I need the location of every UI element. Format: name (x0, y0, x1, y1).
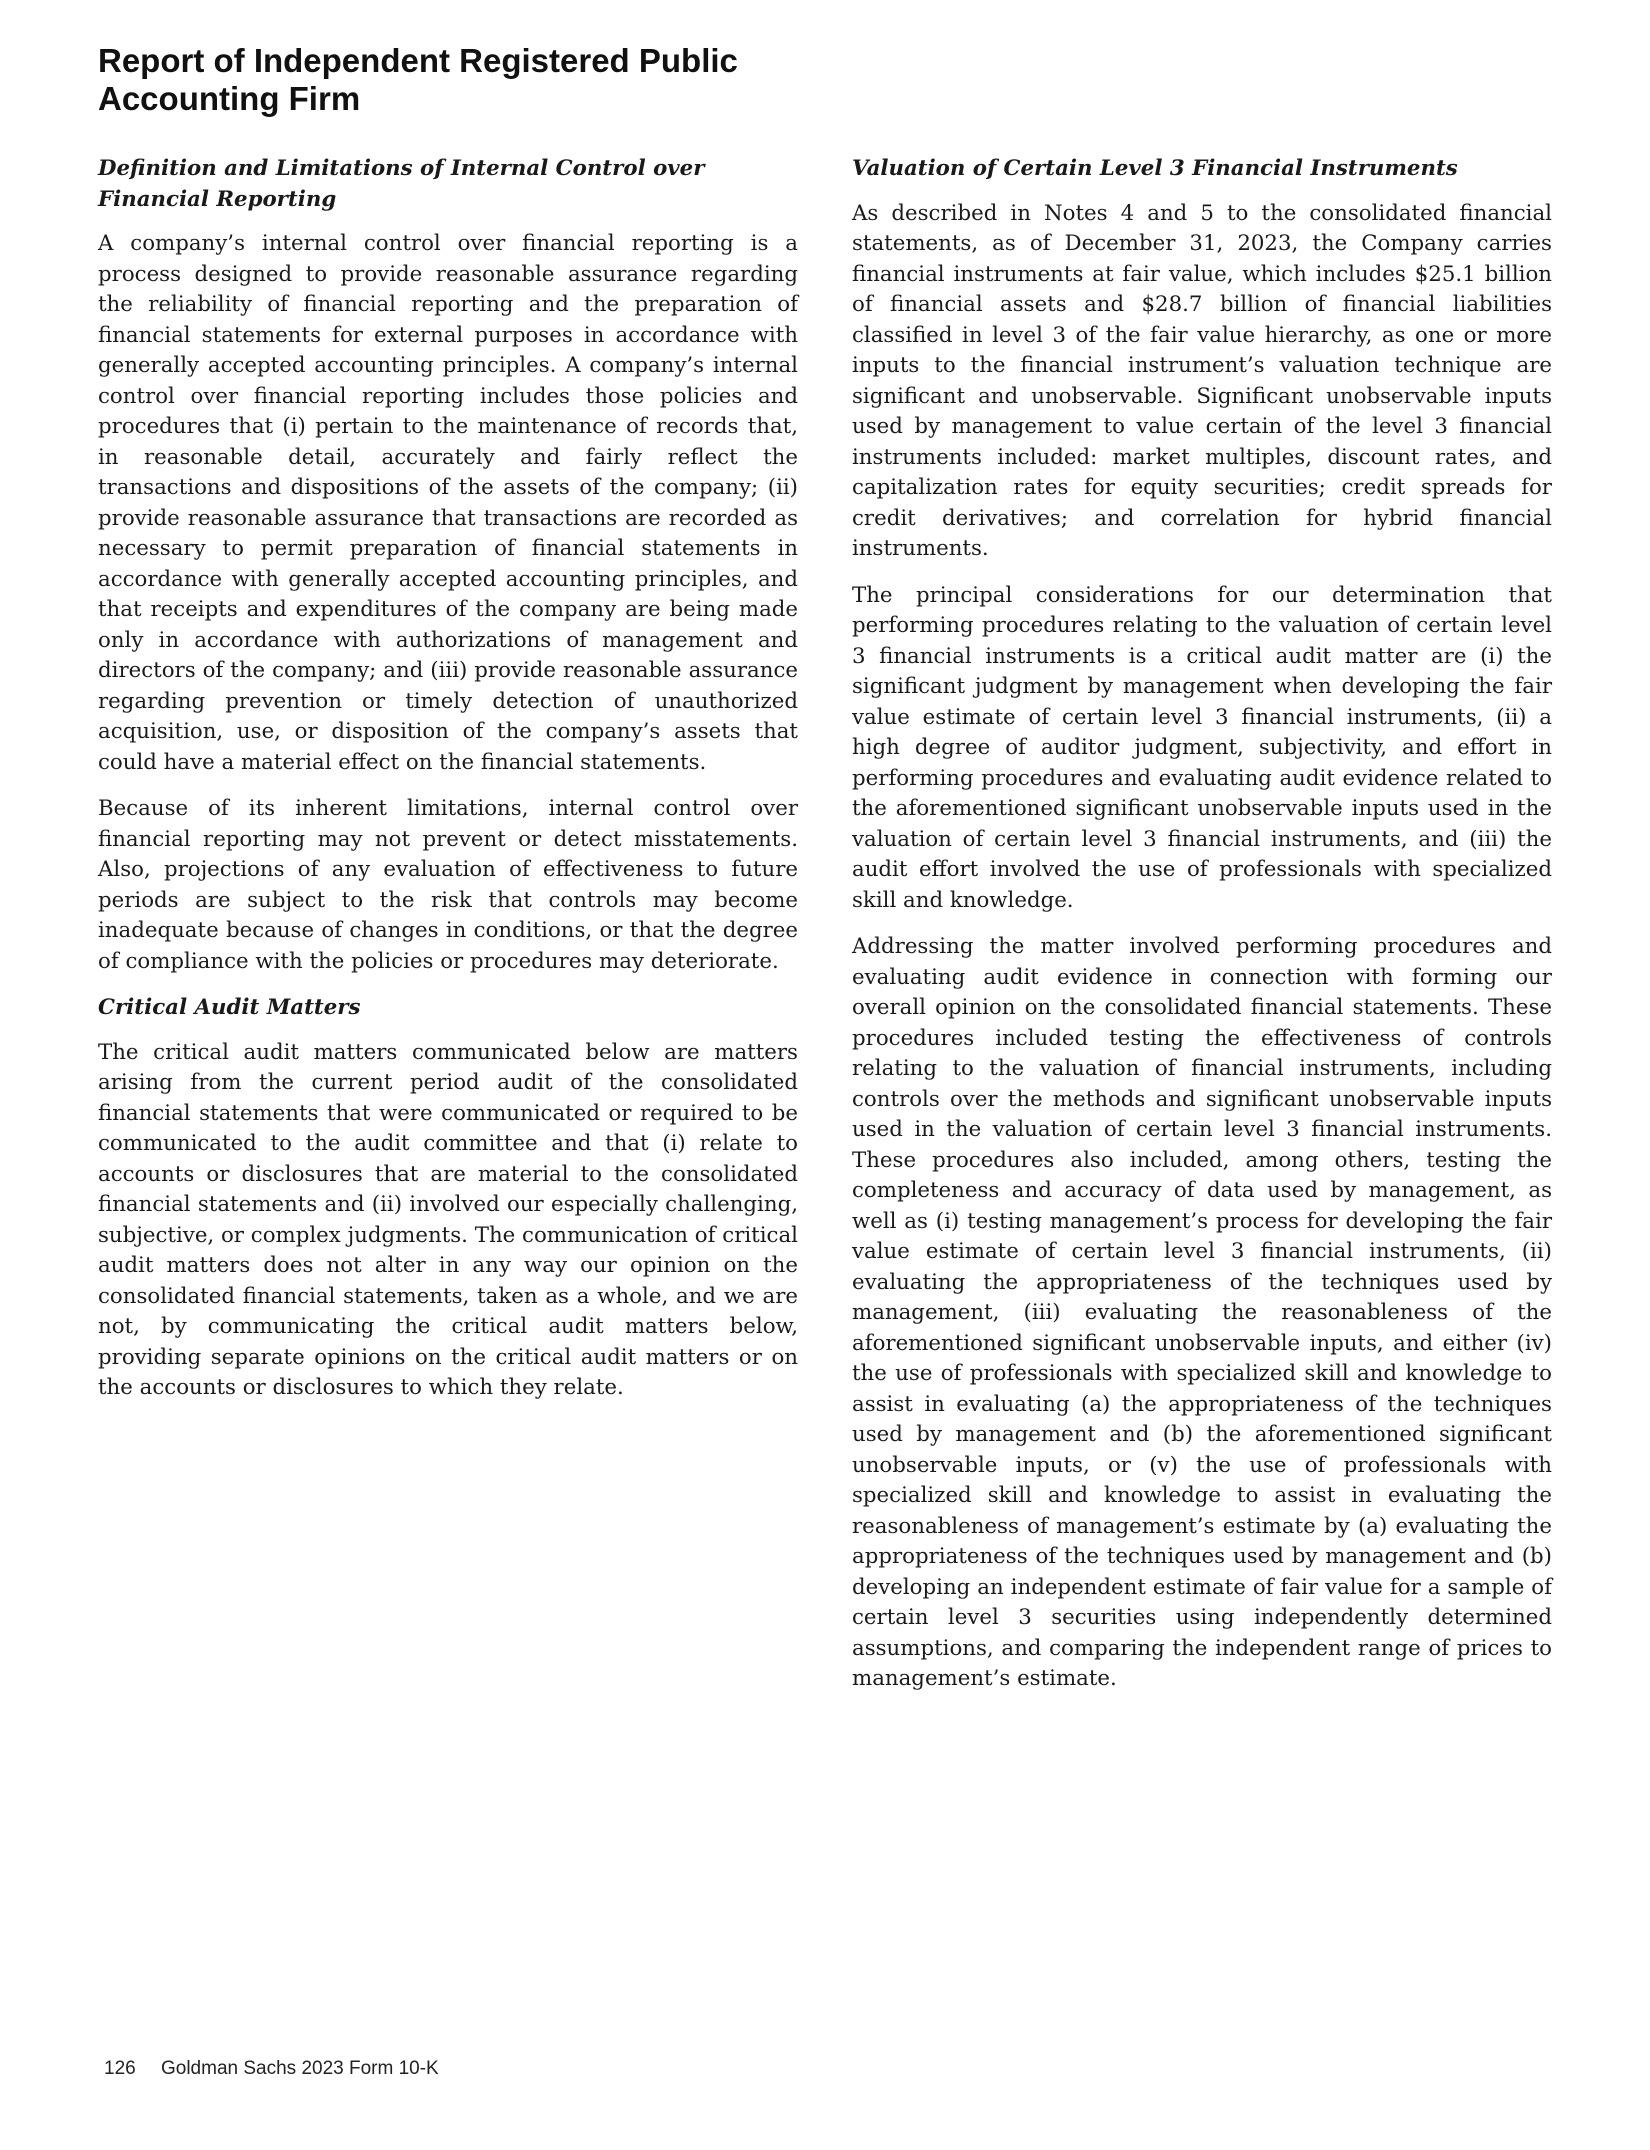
paragraph-critical-audit-matters: The critical audit matters communicated below are matters arising from the current period audit of the consolidated financial statements that were communicated or required to be communicated to the audit committee and that (i) relate to accounts or disclosures that are material to the consolidated financial statements and (ii) involved our especially challenging, subjective, or complex judgments. The communication of critical audit matters does not alter in any way our opinion on the consolidated financial statements, taken as a whole, and we are not, by communicating the critical audit matters below, providing separate opinions on the critical audit matters or on the accounts or disclosures to which they relate. (98, 1039, 798, 1400)
paragraph-addressing-the-matter: Addressing the matter involved performing procedures and evaluating audit evidence in connection with forming our overall opinion on the consolidated financial statements. These procedures included testing the effectiveness of controls relating to the valuation of financial instruments, including controls over the methods and significant unobservable inputs used in the valuation of certain level 3 financial instruments. These procedures also included, among others, testing the completeness and accuracy of data used by management, as well as (i) testing management’s process for developing the fair value estimate of certain level 3 financial instruments, (ii) evaluating the appropriateness of the techniques used by management, (iii) evaluating the reasonableness of the aforementioned significant unobservable inputs, and either (iv) the use of professionals with specialized skill and knowledge to assist in evaluating (a) the appropriateness of the techniques used by management and (b) the aforementioned significant unobservable inputs, or (v) the use of professionals with specialized skill and knowledge to assist in evaluating the reasonableness of management’s estimate by (a) evaluating the appropriateness of the techniques used by management and (b) developing an independent estimate of fair value for a sample of certain level 3 securities using independently determined assumptions, and comparing the independent range of prices to management’s estimate. (852, 934, 1552, 1691)
page-footer (104, 2058, 439, 2080)
section-heading-critical-audit-matters: Critical Audit Matters (98, 995, 361, 1020)
paragraph-level3-description: As described in Notes 4 and 5 to the consolidated financial statements, as of December 31, 2023, the Company carries financial instruments at fair value, which includes $25.1 billion of financial assets and $28.7 billion of financial liabilities classified in level 3 of the fair value hierarchy, as one or more inputs to the financial instrument’s valuation technique are significant and unobservable. Significant unobservable inputs used by management to value certain of the level 3 financial instruments included: market multiples, discount rates, and capitalization rates for equity securities; credit spreads for credit derivatives; and correlation for hybrid financial instruments. (852, 200, 1552, 561)
right-column (852, 154, 1552, 1695)
paragraph-inherent-limitations: Because of its inherent limitations, internal control over financial reporting may not prevent or detect misstatements. Also, projections of any evaluation of effectiveness to future periods are subject to the risk that controls may become inadequate because of changes in conditions, or that the degree of compliance with the policies or procedures may deteriorate. (98, 796, 798, 974)
left-column (98, 154, 798, 1404)
section-heading-level3-valuation: Valuation of Certain Level 3 Financial Instruments (852, 156, 1458, 181)
page-number: 126 (104, 2058, 136, 2079)
section-heading-internal-control: Definition and Limitations of Internal Control over Financial Reporting (98, 156, 705, 212)
document-name: Goldman Sachs 2023 Form 10-K (160, 2058, 439, 2079)
page-title: Report of Independent Registered Public Accounting Firm (98, 42, 738, 117)
paragraph-principal-considerations: The principal considerations for our determination that performing procedures relating to the valuation of certain level 3 financial instruments is a critical audit matter are (i) the significant judgment by management when developing the fair value estimate of certain level 3 financial instruments, (ii) a high degree of auditor judgment, subjectivity, and effort in performing procedures and evaluating audit evidence related to the aforementioned significant unobservable inputs used in the valuation of certain level 3 financial instruments, and (iii) the audit effort involved the use of professionals with specialized skill and knowledge. (852, 582, 1552, 913)
paragraph-internal-control-definition: A company’s internal control over financial reporting is a process designed to provide reasonable assurance regarding the reliability of financial reporting and the preparation of financial statements for external purposes in accordance with generally accepted accounting principles. A company’s internal control over financial reporting includes those policies and procedures that (i) pertain to the maintenance of records that, in reasonable detail, accurately and fairly reflect the transactions and dispositions of the assets of the company; (ii) provide reasonable assurance that transactions are recorded as necessary to permit preparation of financial statements in accordance with generally accepted accounting principles, and that receipts and expenditures of the company are being made only in accordance with authorizations of management and directors of the company; and (iii) provide reasonable assurance regarding prevention or timely detection of unauthorized acquisition, use, or disposition of the company’s assets that could have a material effect on the financial statements. (98, 231, 798, 775)
